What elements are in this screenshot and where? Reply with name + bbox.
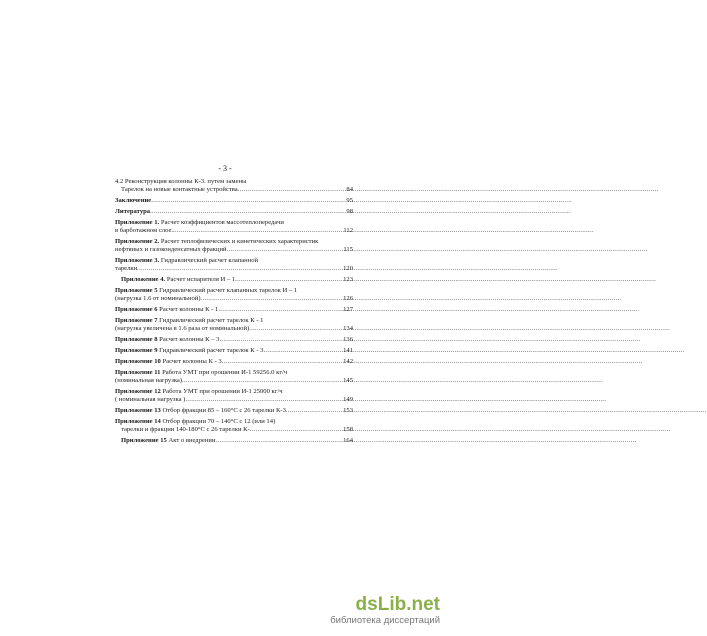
- toc-page-number: 164: [343, 437, 353, 444]
- toc-page-number: 134: [343, 325, 353, 332]
- toc-title: Расчет теплофизических и кинетических характеристик: [159, 238, 319, 245]
- dot-leader: [151, 197, 345, 205]
- toc-entry: [115, 437, 353, 445]
- toc-title: Гидравлический расчет тарелок К - 1: [157, 317, 264, 324]
- toc-line: [115, 396, 353, 404]
- toc-label: Заключение: [115, 197, 152, 204]
- toc-line: [115, 306, 353, 314]
- toc-title: Расчет колонны К – 3: [157, 336, 220, 343]
- toc-label: Приложение 9: [115, 347, 158, 354]
- toc-line-text: [115, 358, 222, 366]
- toc-label: Приложение 6: [115, 306, 158, 313]
- toc-page-number: 98: [346, 208, 353, 215]
- toc-line-text: [115, 377, 182, 385]
- toc-page-number: 84: [346, 186, 353, 193]
- toc-line: [115, 347, 353, 355]
- toc-line-text: [115, 418, 275, 426]
- toc-line-text: [115, 208, 150, 216]
- toc-label: Приложение 11: [115, 369, 161, 376]
- toc-line: [115, 426, 353, 434]
- dot-leader: [150, 208, 345, 216]
- dot-leader: [263, 347, 342, 355]
- dot-leader: [227, 246, 343, 254]
- toc-line-text: [115, 197, 151, 205]
- toc-title: (номинальная нагрузка): [115, 377, 183, 384]
- toc-line-text: [115, 265, 137, 273]
- toc-line-text: [115, 227, 173, 235]
- toc-label: Литература: [115, 208, 151, 215]
- toc-line: [115, 295, 353, 303]
- toc-line-text: [121, 437, 215, 445]
- toc-line-text: [115, 238, 318, 246]
- toc-line-text: [115, 325, 249, 333]
- dot-leader: [182, 377, 342, 385]
- toc-page-number: 127: [343, 306, 353, 313]
- toc-entry: [115, 407, 353, 415]
- toc-label: Приложение 4.: [121, 276, 166, 283]
- dot-leader: [249, 325, 342, 333]
- toc-title: тарелки и фракции 140-180°С с 26 тарелки К-: [121, 426, 250, 433]
- toc-line: [115, 388, 353, 396]
- toc-page-number: 120: [343, 265, 353, 272]
- toc-line-text: [115, 178, 246, 186]
- toc-line: [115, 257, 353, 265]
- toc-line-text: [115, 219, 284, 227]
- toc-page-number: 126: [343, 295, 353, 302]
- toc-title: нефтяных и газоконденсатных фракций: [115, 246, 227, 253]
- toc-line-text: [121, 276, 235, 284]
- toc-entry: [115, 287, 353, 303]
- dot-leader: [185, 396, 342, 404]
- dot-leader: [250, 426, 342, 434]
- toc-title: (нагрузка 1.6 от номинальной): [115, 295, 201, 302]
- toc-title: (нагрузка увеличена в 1.6 раза от номинальной): [115, 325, 250, 332]
- toc-page-number: 153: [343, 407, 353, 414]
- toc-page-number: 158: [343, 426, 353, 433]
- toc-line: [115, 197, 353, 205]
- toc-line: [115, 178, 353, 186]
- dot-leader: [238, 186, 346, 194]
- toc-line-text: [115, 396, 185, 404]
- toc-title: Акт о внедрении: [166, 437, 216, 444]
- toc-entry: [115, 306, 353, 314]
- toc-line: [115, 336, 353, 344]
- toc-line-text: [115, 306, 218, 314]
- toc-page-number: 95: [346, 197, 353, 204]
- toc-entry: [115, 197, 353, 205]
- toc-page-number: 112: [343, 227, 353, 234]
- toc-line-text: [121, 426, 250, 434]
- toc-title: Расчет испарителя И – 1: [165, 276, 236, 283]
- toc-page-number: 149: [343, 396, 353, 403]
- toc-label: Приложение 2.: [115, 238, 160, 245]
- toc-line: [115, 238, 353, 246]
- dot-leader: [222, 358, 342, 366]
- toc-title: ( номинальная нагрузка ): [115, 396, 186, 403]
- toc-title: Тарелок на новые контактные устройства: [121, 186, 238, 193]
- toc-line: [115, 437, 353, 445]
- toc-title: Расчет коэффициентов массотеплопередачи: [159, 219, 284, 226]
- dot-leader: [173, 227, 342, 235]
- toc-label: Приложение 14: [115, 418, 161, 425]
- toc-entry: [115, 178, 353, 194]
- dot-leader: [215, 437, 342, 445]
- dot-leader: [235, 276, 342, 284]
- toc-title: Отбор фракции 85 – 160°С с 26 тарелки К-3: [160, 407, 286, 414]
- toc-title: Гидравлический расчет клапанных тарелок И – 1: [157, 287, 298, 294]
- toc-line: [115, 208, 353, 216]
- toc-title: в барботажном слое.: [115, 227, 174, 234]
- toc-entry: [115, 276, 353, 284]
- toc-entry: [115, 257, 353, 273]
- toc-label: Приложение 15: [121, 437, 167, 444]
- toc-line-text: [115, 369, 287, 377]
- toc-entry: [115, 336, 353, 344]
- dot-leader: [219, 336, 342, 344]
- toc-title: Работа УМТ при орошении И-1 59256.0 кг/ч: [160, 369, 288, 376]
- toc-line-text: [115, 246, 227, 254]
- toc-entry: [115, 219, 353, 235]
- toc-label: Приложение 10: [115, 358, 161, 365]
- toc-line-text: [115, 388, 283, 396]
- toc-entry: [115, 347, 353, 355]
- toc-entry: [115, 388, 353, 404]
- toc-label: Приложение 7: [115, 317, 158, 324]
- toc-entry: [115, 358, 353, 366]
- dot-leader: [137, 265, 342, 273]
- toc-line-text: [115, 287, 297, 295]
- toc-line: [115, 369, 353, 377]
- toc-page-number: 142: [343, 358, 353, 365]
- toc-label: Приложение 3.: [115, 257, 160, 264]
- toc-line: [115, 265, 353, 273]
- toc-line-text: [115, 257, 258, 265]
- toc-line: [115, 186, 353, 194]
- toc-line: [115, 287, 353, 295]
- toc-page-number: 145: [343, 377, 353, 384]
- toc-line: [115, 317, 353, 325]
- toc-line: [115, 418, 353, 426]
- page-number: - 3 -: [218, 164, 232, 173]
- dot-leader: [201, 295, 343, 303]
- toc-line: [115, 325, 353, 333]
- toc-entry: [115, 208, 353, 216]
- toc-label: Приложение 5: [115, 287, 158, 294]
- toc-page-number: 115: [343, 246, 353, 253]
- toc-title: Работа УМТ при орошении И-1 25000 кг/ч: [160, 388, 283, 395]
- toc-title: тарелки: [115, 265, 138, 272]
- watermark-logo: dsLib.net: [355, 594, 440, 615]
- toc-entry: [115, 418, 353, 434]
- toc-line: [115, 219, 353, 227]
- toc-label: Приложение 12: [115, 388, 161, 395]
- toc-title: Гидравлический расчет тарелок К - 3: [157, 347, 264, 354]
- toc-label: Приложение 13: [115, 407, 161, 414]
- toc-line-text: [115, 347, 263, 355]
- toc-line: [115, 407, 353, 415]
- watermark: [330, 595, 440, 626]
- toc-line: [115, 227, 353, 235]
- toc-entry: [115, 369, 353, 385]
- toc-page-number: 141: [343, 347, 353, 354]
- toc-title: 4.2 Реконструкция колонны К-3. путем замены: [115, 178, 247, 185]
- toc-line-text: [115, 295, 201, 303]
- toc-line-text: [115, 336, 219, 344]
- watermark-subtitle: библиотека диссертаций: [330, 615, 440, 626]
- table-of-contents: [115, 178, 353, 448]
- toc-label: Приложение 1.: [115, 219, 160, 226]
- entry-spacer: [115, 445, 353, 448]
- toc-page-number: 123: [343, 276, 353, 283]
- toc-line: [115, 246, 353, 254]
- toc-title: Отбор фракции 70 – 140°С с 12 (или 14): [160, 418, 276, 425]
- toc-line: [115, 377, 353, 385]
- dot-leader: [286, 407, 342, 415]
- toc-line-text: [121, 186, 238, 194]
- toc-line-text: [115, 317, 263, 325]
- toc-title: Расчет колонны К - 3: [160, 358, 222, 365]
- toc-entry: [115, 317, 353, 333]
- toc-label: Приложение 8: [115, 336, 158, 343]
- toc-line: [115, 276, 353, 284]
- toc-title: Гидравлический расчет клапанной: [159, 257, 259, 264]
- toc-entry: [115, 238, 353, 254]
- toc-page-number: 136: [343, 336, 353, 343]
- toc-line-text: [115, 407, 286, 415]
- toc-title: Расчет колонны К - 1: [157, 306, 219, 313]
- toc-line: [115, 358, 353, 366]
- dot-leader: [218, 306, 342, 314]
